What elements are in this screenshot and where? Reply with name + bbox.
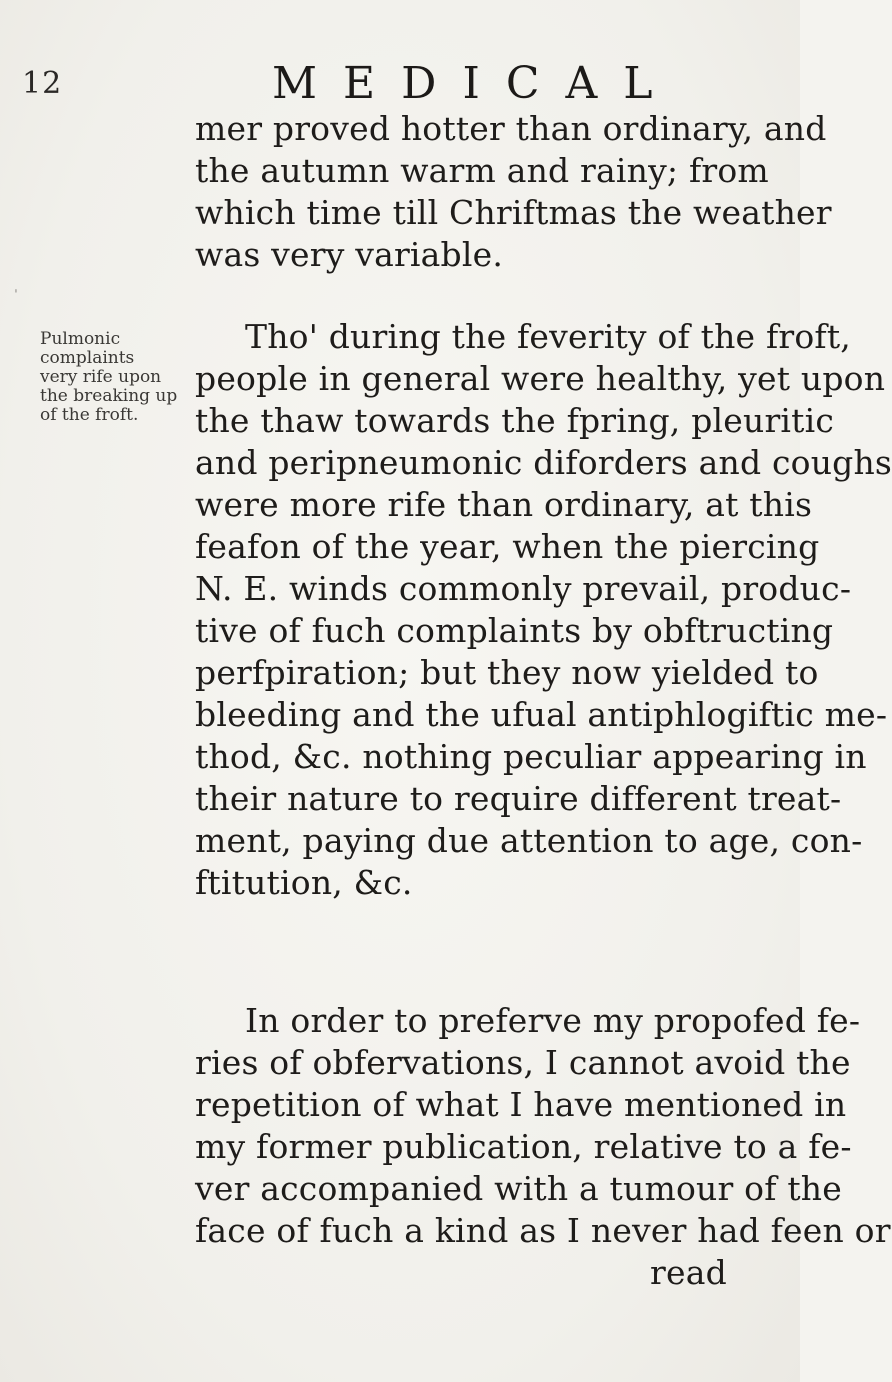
text-line: perfpiration; but they now yielded to <box>195 653 819 692</box>
margin-note-line: the breaking up <box>40 386 178 406</box>
text-line: their nature to require different treat- <box>195 779 842 818</box>
text-line: ver accompanied with a tumour of the <box>195 1169 842 1208</box>
paragraph-1 <box>195 108 832 276</box>
margin-note-line: of the froft. <box>40 405 139 425</box>
text-line: ries of obfervations, I cannot avoid the <box>195 1043 851 1082</box>
text-line: N. E. winds commonly prevail, produc- <box>195 569 852 608</box>
text-line: thod, &c. nothing peculiar appearing in <box>195 737 867 776</box>
text-line: the autumn warm and rainy; from <box>195 151 769 190</box>
text-line: were more rife than ordinary, at this <box>195 485 813 524</box>
text-line: In order to preferve my propofed fe- <box>245 1001 861 1040</box>
text-line: ftitution, &c. <box>195 863 413 902</box>
margin-note-line: complaints <box>40 348 135 368</box>
page-number: 12 <box>22 66 63 101</box>
paragraph-2 <box>195 316 892 904</box>
margin-note-line: very rife upon <box>40 367 162 387</box>
text-line: bleeding and the ufual antiphlogiftic me- <box>195 695 888 734</box>
running-head: MEDICAL <box>272 58 679 109</box>
text-line: and peripneumonic diforders and coughs <box>195 443 892 482</box>
text-line: feafon of the year, when the piercing <box>195 527 820 566</box>
paragraph-3 <box>195 1000 891 1294</box>
text-line: was very variable. <box>195 235 504 274</box>
text-line: face of fuch a kind as I never had feen or <box>195 1211 891 1250</box>
margin-note <box>40 329 178 425</box>
margin-note-line: Pulmonic <box>40 329 121 349</box>
text-line: people in general were healthy, yet upon <box>195 359 886 398</box>
text-line: my former publication, relative to a fe- <box>195 1127 852 1166</box>
margin-mark-icon: ˈ <box>14 288 18 304</box>
text-line: the thaw towards the fpring, pleuritic <box>195 401 835 440</box>
text-line: which time till Chriftmas the weather <box>195 193 832 232</box>
text-line: Tho' during the feverity of the froft, <box>245 317 851 356</box>
text-line: tive of fuch complaints by obftructing <box>195 611 834 650</box>
text-line: repetition of what I have mentioned in <box>195 1085 847 1124</box>
catchword: read <box>650 1253 727 1292</box>
text-line: ment, paying due attention to age, con- <box>195 821 863 860</box>
text-line: mer proved hotter than ordinary, and <box>195 109 827 148</box>
